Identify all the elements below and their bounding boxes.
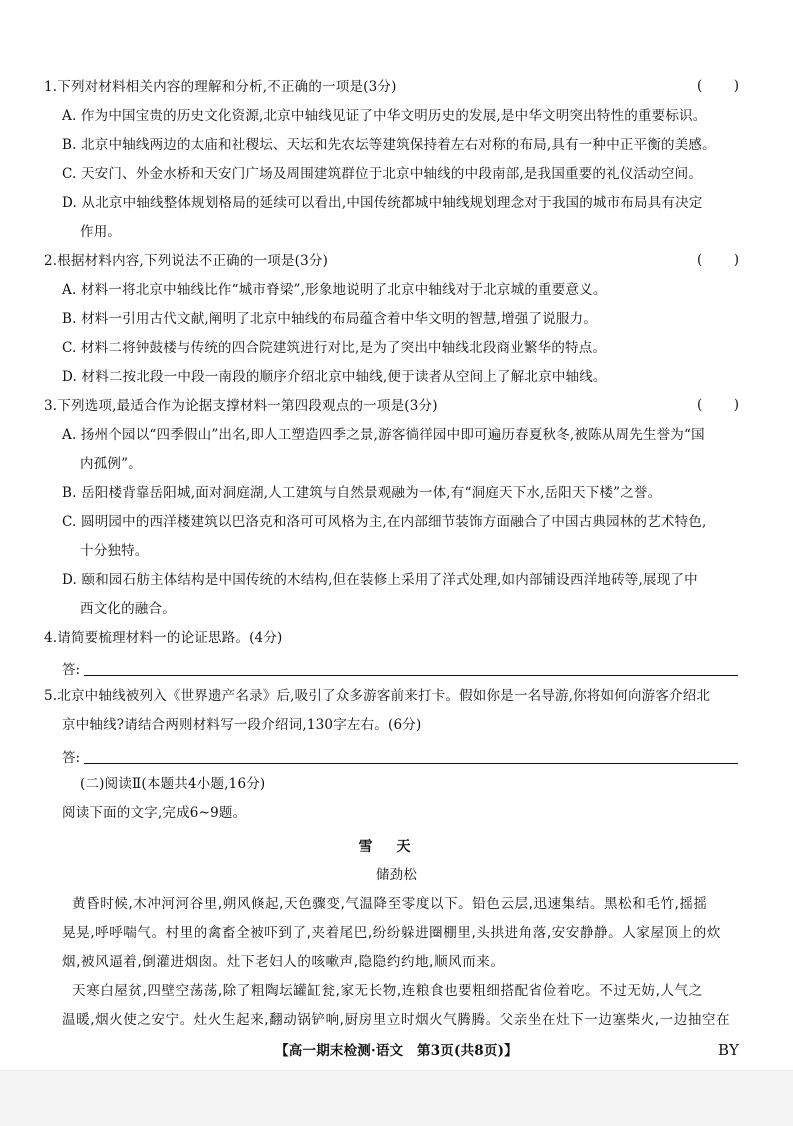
edition-code: BY xyxy=(718,1041,740,1059)
paren-close: ) xyxy=(733,78,739,94)
answer-parentheses-1 xyxy=(697,78,739,94)
story-paragraph-2-line-1: 天寒白屋贫,四壁空荡荡,除了粗陶坛罐缸瓮,家无长物,连粮食也要粗细搭配省俭着吃。不过无妨,人气之 xyxy=(72,983,703,999)
paren-close: ) xyxy=(733,252,739,268)
answer-rule xyxy=(84,675,738,676)
paren-close: ) xyxy=(733,397,739,413)
answer-label: 答: xyxy=(62,662,81,678)
answer-parentheses-3 xyxy=(697,397,739,413)
question-2-option-a: A. 材料一将北京中轴线比作“城市脊梁”,形象地说明了北京中轴线对于北京城的重要意义。 xyxy=(62,282,607,298)
page-footer: 【高一期末检测·语文 第3页(共8页)】 xyxy=(275,1043,518,1059)
story-paragraph-1-line-1: 黄昏时候,木冲河河谷里,朔风倏起,天色骤变,气温降至零度以下。铅色云层,迅速集结。黑松和毛竹,摇摇 xyxy=(72,896,708,912)
question-3-option-a-cont: 内孤例”。 xyxy=(80,456,142,472)
question-4-answer-line[interactable] xyxy=(62,658,738,676)
question-1-option-a: A. 作为中国宝贵的历史文化资源,北京中轴线见证了中华文明历史的发展,是中华文明突出特性的重要标识。 xyxy=(62,108,707,124)
question-2-option-b: B. 材料一引用古代文献,阐明了北京中轴线的布局蕴含着中华文明的智慧,增强了说服力。 xyxy=(62,311,597,327)
question-1-option-b: B. 北京中轴线两边的太庙和社稷坛、天坛和先农坛等建筑保持着左右对称的布局,具有一种中正平衡的美感。 xyxy=(62,137,716,153)
question-1-option-d: D. 从北京中轴线整体规划格局的延续可以看出,中国传统都城中轴线规划理念对于我国的城市布局具有决定 xyxy=(62,195,703,211)
paren-open: ( xyxy=(697,397,703,413)
question-3-option-b: B. 岳阳楼背靠岳阳城,面对洞庭湖,人工建筑与自然景观融为一体,有“洞庭天下水,岳阳天下楼”之誉。 xyxy=(62,485,662,501)
story-paragraph-1-line-3: 烟,被风逼着,倒灌进烟囱。灶下老妇人的咳嗽声,隐隐约约地,顺风而来。 xyxy=(62,954,505,970)
section-2-instruction: 阅读下面的文字,完成6~9题。 xyxy=(62,805,247,821)
question-2-stem: 2.根据材料内容,下列说法不正确的一项是(3分) xyxy=(44,253,329,269)
question-1-option-d-cont: 作用。 xyxy=(80,224,122,240)
question-3-stem: 3.下列选项,最适合作为论据支撑材料一第四段观点的一项是(3分) xyxy=(44,398,438,414)
question-1-stem: 1.下列对材料相关内容的理解和分析,不正确的一项是(3分) xyxy=(44,79,397,95)
story-author: 储劲松 xyxy=(375,867,418,883)
answer-rule xyxy=(84,763,738,764)
question-3-option-a: A. 扬州个园以“四季假山”出名,即人工塑造四季之景,游客徜徉园中即可遍历春夏秋冬,被陈从周先生誉为“国 xyxy=(62,427,705,443)
question-3-option-c-cont: 十分独特。 xyxy=(80,543,149,559)
viewer-bottom-margin xyxy=(0,1070,793,1126)
question-5-stem: 5.北京中轴线被列入《世界遗产名录》后,吸引了众多游客前来打卡。假如你是一名导游,你将如何向游客介绍北 xyxy=(44,688,711,704)
question-4-stem: 4.请简要梳理材料一的论证思路。(4分) xyxy=(44,630,283,646)
story-paragraph-1-line-2: 晃晃,呼呼喘气。村里的禽畜全被吓到了,夹着尾巴,纷纷躲进圈棚里,头拱进角落,安安静静。人家屋顶上的炊 xyxy=(62,925,721,941)
section-2-heading: (二)阅读Ⅱ(本题共4小题,16分) xyxy=(80,776,266,792)
question-2-option-c: C. 材料二将钟鼓楼与传统的四合院建筑进行对比,是为了突出中轴线北段商业繁华的特点。 xyxy=(62,340,607,356)
question-3-option-d: D. 颐和园石舫主体结构是中国传统的木结构,但在装修上采用了洋式处理,如内部铺设西洋地砖等,展现了中 xyxy=(62,572,698,588)
question-3-option-c: C. 圆明园中的西洋楼建筑以巴洛克和洛可可风格为主,在内部细节装饰方面融合了中国古典园林的艺术特色, xyxy=(62,514,707,530)
paren-open: ( xyxy=(697,78,703,94)
story-title: 雪天 xyxy=(358,839,435,855)
answer-label: 答: xyxy=(62,750,81,766)
story-paragraph-2-line-2: 温暖,烟火使之安宁。灶火生起来,翻动锅铲响,厨房里立时烟火气腾腾。父亲坐在灶下一边塞柴火,一边抽空在 xyxy=(62,1012,731,1028)
question-5-stem-cont: 京中轴线?请结合两则材料写一段介绍词,130字左右。(6分) xyxy=(62,717,422,733)
paren-open: ( xyxy=(697,252,703,268)
question-1-option-c: C. 天安门、外金水桥和天安门广场及周围建筑群位于北京中轴线的中段南部,是我国重要的礼仪活动空间。 xyxy=(62,166,703,182)
question-3-option-d-cont: 西文化的融合。 xyxy=(80,601,176,617)
question-5-answer-line[interactable] xyxy=(62,746,738,764)
answer-parentheses-2 xyxy=(697,252,739,268)
question-2-option-d: D. 材料二按北段一中段一南段的顺序介绍北京中轴线,便于读者从空间上了解北京中轴线。 xyxy=(62,369,607,385)
